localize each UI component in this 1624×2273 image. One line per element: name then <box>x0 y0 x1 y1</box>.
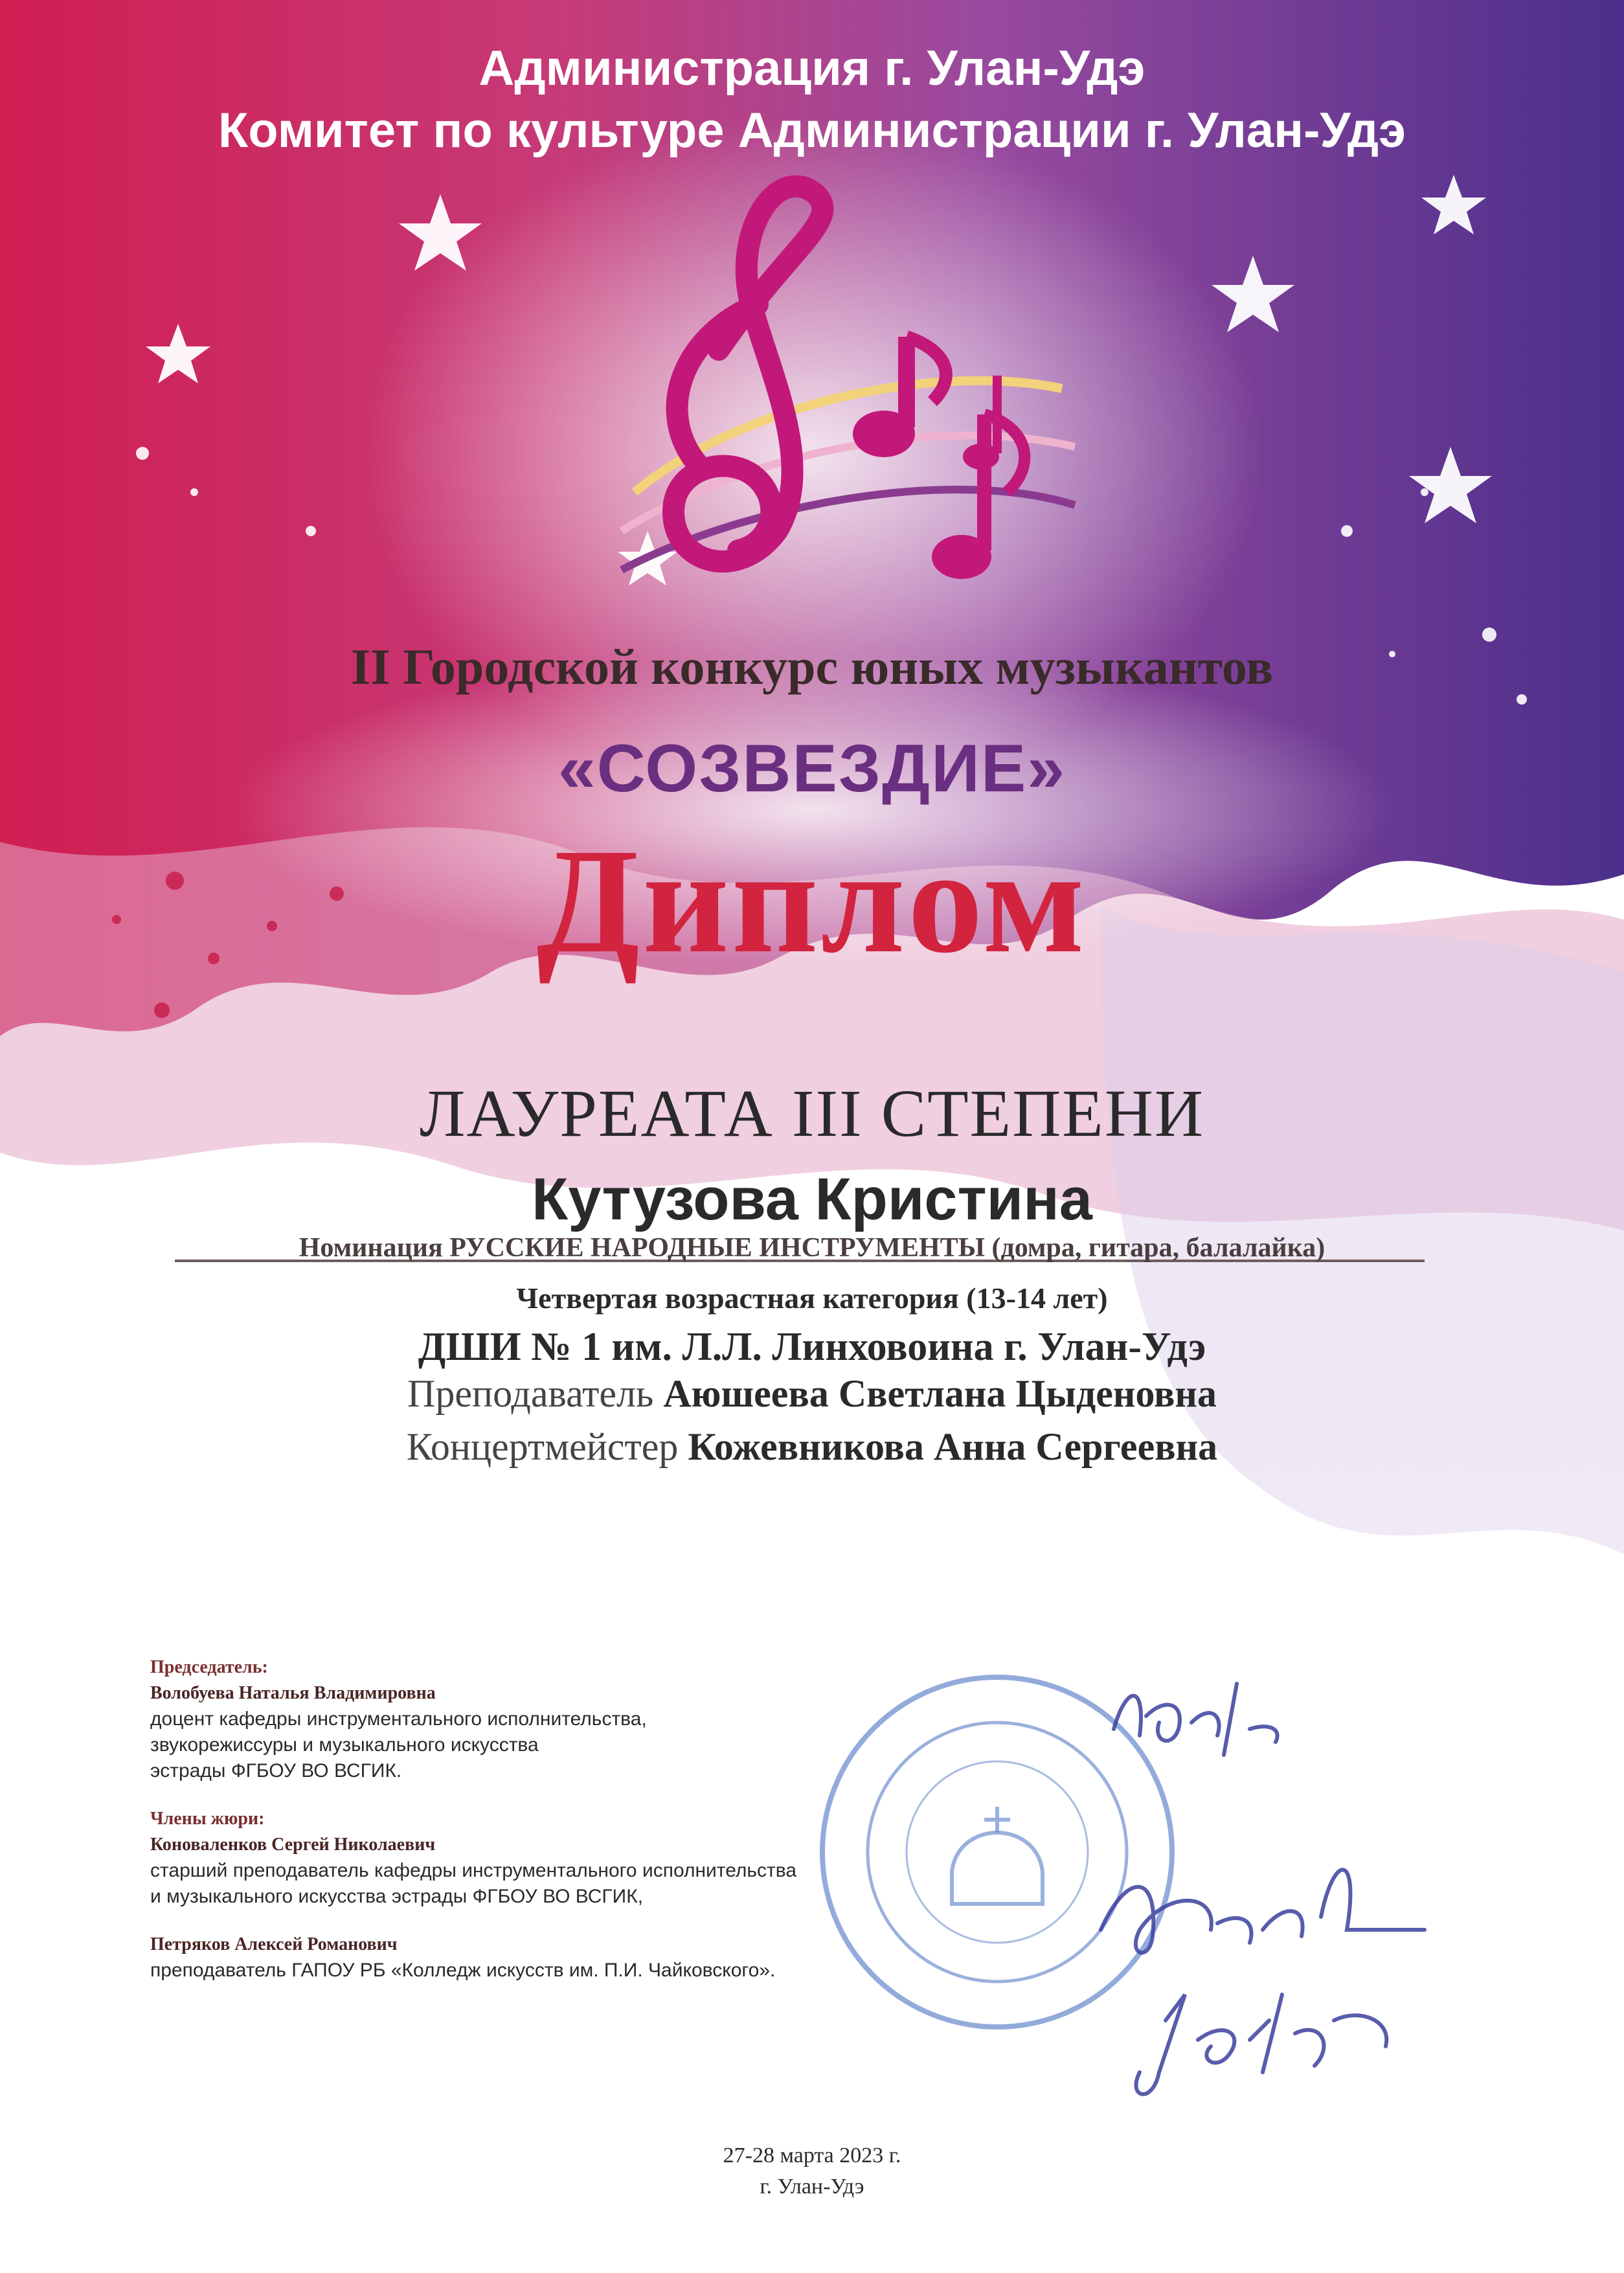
member1-description-1: старший преподаватель кафедры инструментального исполнительства <box>150 1860 797 1881</box>
members-label: Члены жюри: <box>150 1809 265 1829</box>
teacher-line <box>0 1372 1624 1416</box>
chair-label: Председатель: <box>150 1657 268 1677</box>
diploma-title: Диплом <box>536 818 1088 984</box>
laureate-degree: ЛАУРЕАТА III СТЕПЕНИ <box>419 1076 1205 1151</box>
teacher-name: Аюшеева Светлана Цыденовна <box>663 1372 1217 1415</box>
member2-description-1: преподаватель ГАПОУ РБ «Колледж искусств им. П.И. Чайковского». <box>150 1960 776 1981</box>
chair-description-2: звукорежиссуры и музыкального искусства <box>150 1734 539 1756</box>
signatures-icon <box>1088 1658 1489 2111</box>
organization-line-1: Администрация г. Улан-Удэ <box>479 41 1145 96</box>
member1-description-2: и музыкального искусства эстрады ФГБОУ ВО ВСГИК, <box>150 1886 644 1907</box>
chair-name: Волобуева Наталья Владимировна <box>150 1683 436 1703</box>
organization-line-2: Комитет по культуре Администрации г. Улан-Удэ <box>218 103 1406 158</box>
contest-name: «СОЗВЕЗДИЕ» <box>558 731 1066 806</box>
event-city: г. Улан-Удэ <box>760 2175 864 2199</box>
contest-title: II Городской конкурс юных музыкантов <box>350 639 1274 695</box>
nomination: Номинация РУССКИЕ НАРОДНЫЕ ИНСТРУМЕНТЫ (домра, гитара, балалайка) <box>299 1233 1325 1263</box>
recipient-name: Кутузова Кристина <box>532 1166 1092 1232</box>
event-date: 27-28 марта 2023 г. <box>723 2143 901 2167</box>
accompanist-name: Кожевникова Анна Сергеевна <box>688 1425 1218 1468</box>
chair-description-1: доцент кафедры инструментального исполнительства, <box>150 1708 647 1730</box>
school-name: ДШИ № 1 им. Л.Л. Линховоина г. Улан-Удэ <box>418 1325 1206 1369</box>
member2-name: Петряков Алексей Романович <box>150 1934 398 1954</box>
teacher-label: Преподаватель <box>407 1372 654 1415</box>
accompanist-label: Концертмейстер <box>406 1425 679 1468</box>
chair-description-3: эстрады ФГБОУ ВО ВСГИК. <box>150 1760 402 1781</box>
accompanist-line <box>0 1425 1624 1469</box>
age-category: Четвертая возрастная категория (13-14 лет) <box>516 1282 1108 1315</box>
member1-name: Коноваленков Сергей Николаевич <box>150 1835 436 1855</box>
